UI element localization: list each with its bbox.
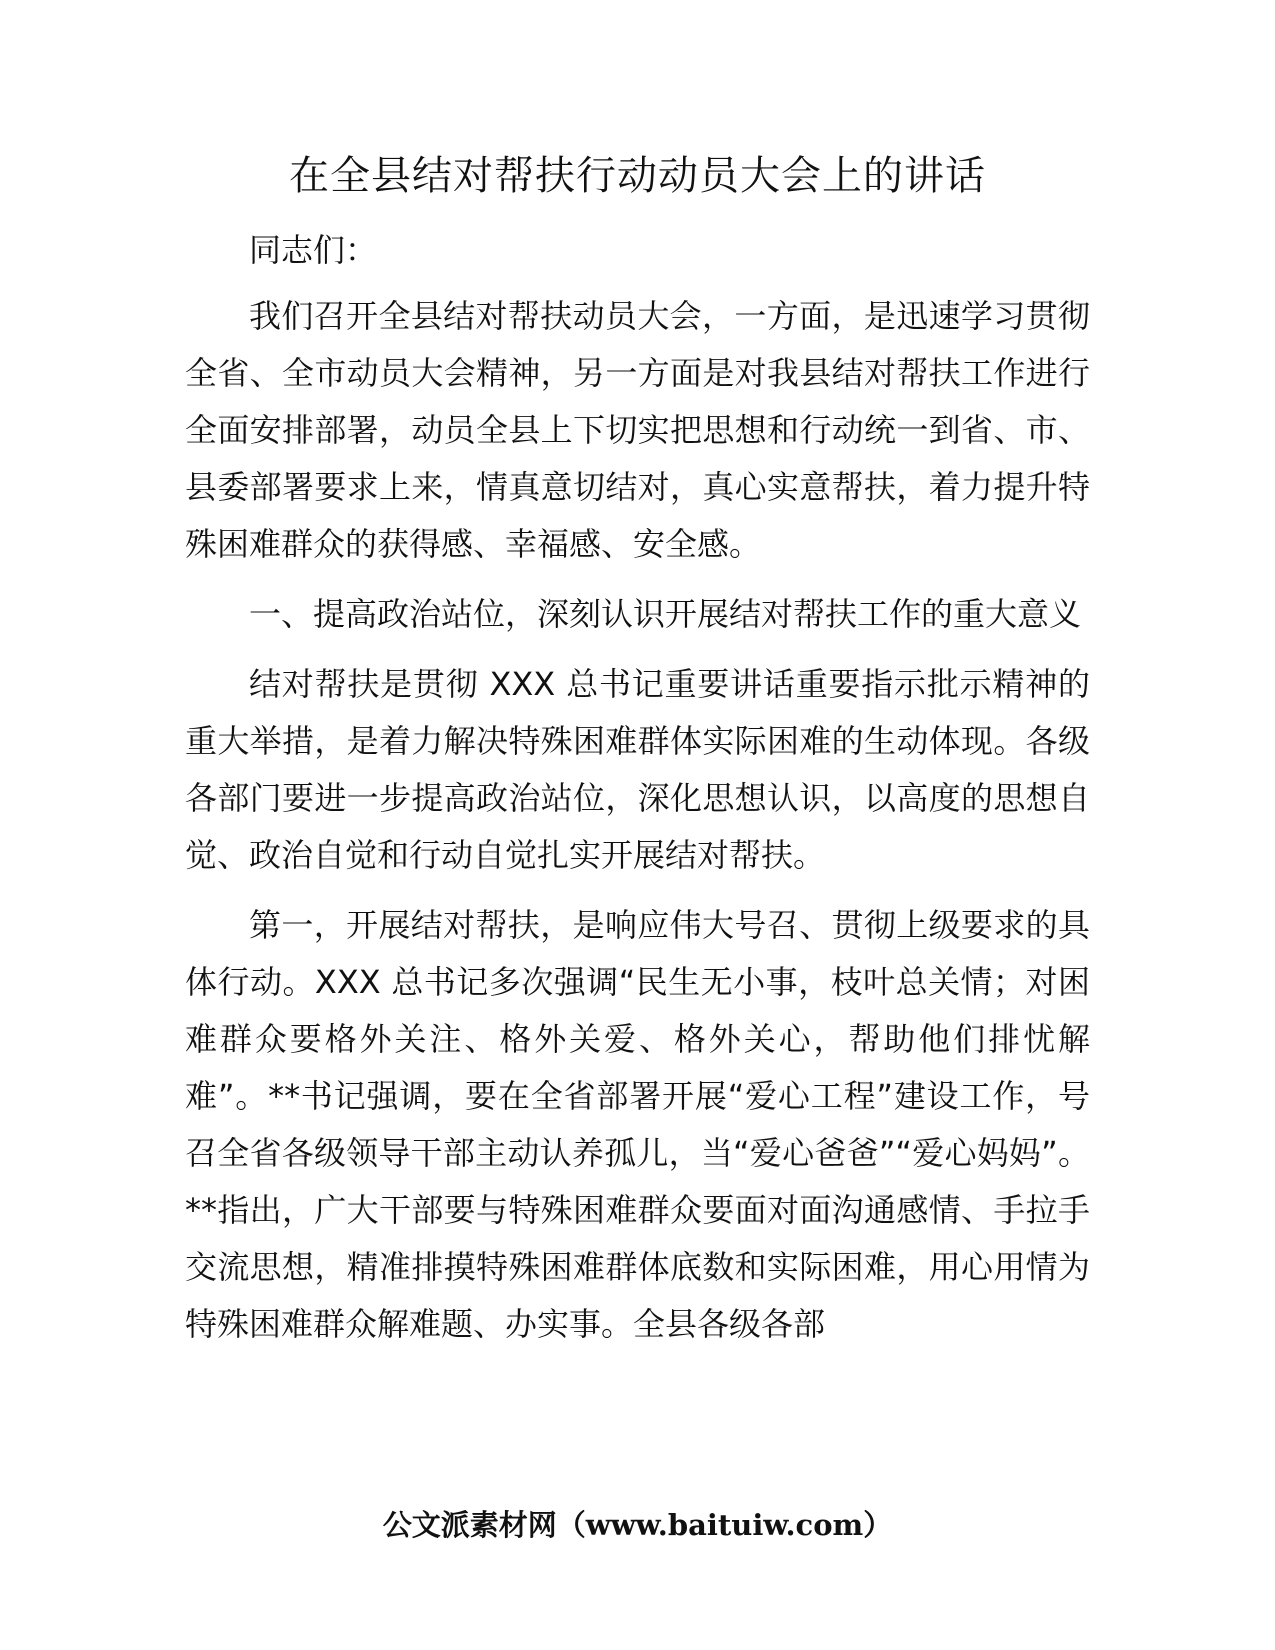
paragraph-intro: 我们召开全县结对帮扶动员大会，一方面，是迅速学习贯彻全省、全市动员大会精神，另一方面是对我县结对帮扶工作进行全面安排部署，动员全县上下切实把思想和行动统一到省、市、县委部署要求上来，情真意切结对，真心实意帮扶，着力提升特殊困难群众的获得感、幸福感、安全感。 [185, 297, 1090, 563]
document-body [185, 222, 1090, 1366]
salutation: 同志们： [249, 231, 378, 269]
paragraph-section-1: 结对帮扶是贯彻 XXX 总书记重要讲话重要指示批示精神的重大举措，是着力解决特殊困难群体实际困难的生动体现。各级各部门要进一步提高政治站位，深化思想认识，以高度的思想自觉、政治自觉和行动自觉扎实开展结对帮扶。 [185, 665, 1090, 874]
footer-watermark-text: 公文派素材网（www.baituiw.com） [382, 1508, 893, 1542]
paragraph-point-1: 第一，开展结对帮扶，是响应伟大号召、贯彻上级要求的具体行动。XXX 总书记多次强调“民生无小事，枝叶总关情；对困难群众要格外关注、格外关爱、格外关心，帮助他们排忧解难”。**书记强调，要在全省部署开展“爱心工程”建设工作，号召全省各级领导干部主动认养孤儿，当“爱心爸爸”“爱心妈妈”。**指出，广大干部要与特殊困难群众要面对面沟通感情、手拉手交流思想，精准排摸特殊困难群体底数和实际困难，用心用情为特殊困难群众解难题、办实事。全县各级各部 [185, 906, 1090, 1343]
document-title: 在全县结对帮扶行动动员大会上的讲话 [289, 153, 986, 199]
section-heading-1: 一、提高政治站位，深刻认识开展结对帮扶工作的重大意义 [249, 595, 1082, 633]
